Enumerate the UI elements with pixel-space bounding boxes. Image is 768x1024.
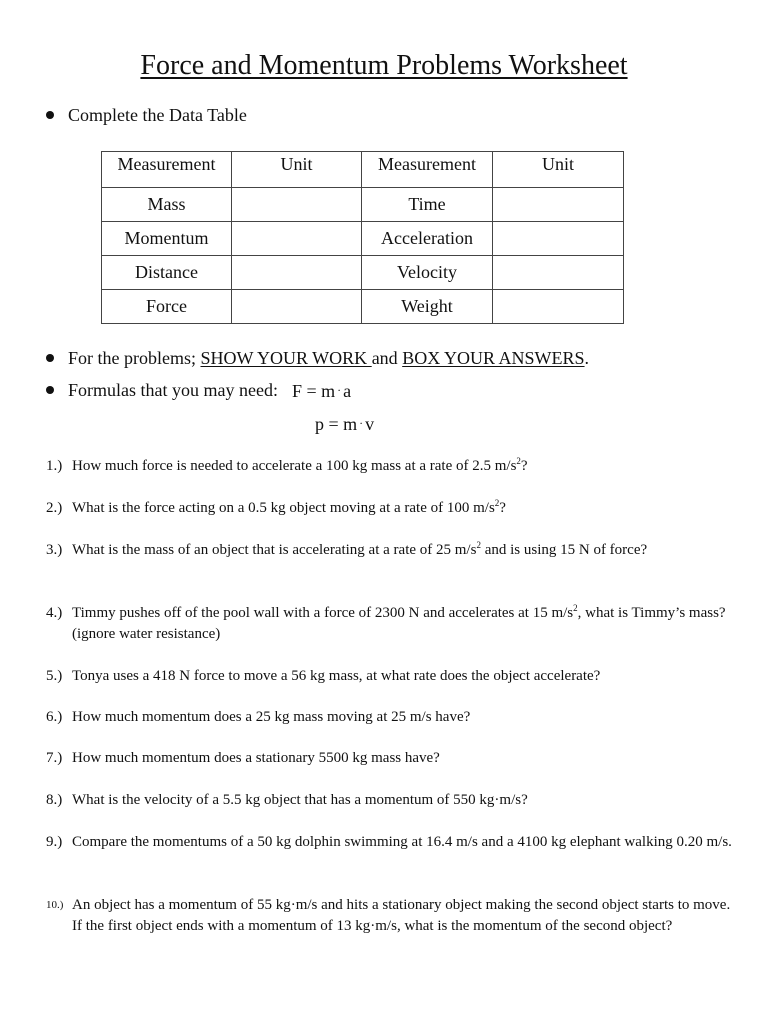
force-formula — [292, 379, 351, 402]
measurement-cell: Force — [102, 290, 232, 324]
table-header-row — [102, 152, 624, 188]
table-row — [102, 256, 624, 290]
question-text-part: ? — [520, 458, 528, 474]
question-9 — [46, 832, 736, 853]
instructions-prefix: For the problems; — [68, 348, 201, 368]
question-number: 5.) — [46, 668, 63, 684]
bullet-dot-icon — [46, 354, 54, 362]
unit-answer-cell[interactable] — [493, 290, 624, 324]
question-text-part: Timmy pushes off of the pool wall with a force of 2300 N and accelerates at 15 m/s — [72, 605, 574, 621]
instructions-and: and — [371, 348, 403, 368]
unit-answer-cell[interactable] — [493, 188, 624, 222]
force-formula-right: a — [343, 381, 352, 401]
measurement-cell: Mass — [102, 188, 232, 222]
question-text-part: and is using 15 N of force? — [480, 542, 648, 558]
unit-answer-cell[interactable] — [232, 222, 362, 256]
question-text: An object has a momentum of 55 kg·m/s and hits a stationary object making the second object starts to move. If the first object ends with a momentum of 13 kg·m/s, what is the momentum of the second object? — [72, 897, 731, 934]
question-text: Compare the momentums of a 50 kg dolphin swimming at 16.4 m/s and a 4100 kg elephant walking 0.20 m/s. — [72, 834, 732, 850]
box-answers-text: BOX YOUR ANSWERS — [402, 348, 585, 368]
header-measurement-2: Measurement — [362, 152, 493, 188]
table-row — [102, 222, 624, 256]
instructions-period: . — [584, 348, 590, 368]
superscript: 2 — [494, 498, 500, 508]
unit-answer-cell[interactable] — [232, 256, 362, 290]
question-text: How much momentum does a 25 kg mass moving at 25 m/s have? — [72, 709, 471, 725]
measurement-cell: Distance — [102, 256, 232, 290]
bullet-dot-icon — [46, 111, 54, 119]
formulas-label: Formulas that you may need: — [68, 380, 278, 400]
header-unit-1: Unit — [232, 152, 362, 188]
question-1 — [46, 456, 736, 477]
table-row — [102, 188, 624, 222]
show-work-text: SHOW YOUR WORK — [200, 348, 372, 368]
question-number: 4.) — [46, 605, 63, 621]
question-text — [72, 540, 736, 561]
question-text — [72, 603, 736, 645]
superscript: 2 — [573, 603, 578, 613]
force-formula-left: F = m — [291, 381, 336, 401]
question-7 — [46, 748, 736, 769]
question-2 — [46, 498, 736, 519]
question-text-part: How much force is needed to accelerate a 100 kg mass at a rate of 2.5 m/s — [72, 458, 517, 474]
measurement-cell: Acceleration — [362, 222, 493, 256]
unit-answer-cell[interactable] — [493, 222, 624, 256]
question-text-part: What is the mass of an object that is accelerating at a rate of 25 m/s — [72, 542, 477, 558]
question-6 — [46, 707, 736, 728]
question-text: What is the velocity of a 5.5 kg object that has a momentum of 550 kg·m/s? — [72, 792, 528, 808]
unit-answer-cell[interactable] — [232, 290, 362, 324]
measurement-cell: Momentum — [102, 222, 232, 256]
multiply-dot: · — [337, 383, 342, 397]
question-text: Tonya uses a 418 N force to move a 56 kg mass, at what rate does the object accelerate? — [72, 668, 601, 684]
measurement-cell: Weight — [362, 290, 493, 324]
question-4 — [46, 603, 736, 645]
question-number: 6.) — [46, 709, 63, 725]
table-row — [102, 290, 624, 324]
question-text: How much momentum does a stationary 5500 kg mass have? — [72, 750, 440, 766]
question-text-part: ? — [499, 500, 506, 516]
measurement-cell: Velocity — [362, 256, 493, 290]
bullet-formulas — [46, 379, 351, 402]
unit-answer-cell[interactable] — [232, 188, 362, 222]
question-text-part: What is the force acting on a 0.5 kg object moving at a rate of 100 m/s — [72, 500, 495, 516]
question-number: 10.) — [46, 899, 64, 911]
question-number: 8.) — [46, 792, 63, 808]
question-number: 9.) — [46, 834, 63, 850]
question-number: 1.) — [46, 458, 63, 474]
question-8 — [46, 790, 736, 811]
page-title: Force and Momentum Problems Worksheet — [140, 50, 628, 81]
bullet-complete-table — [46, 104, 247, 126]
superscript: 2 — [476, 540, 481, 550]
question-text — [72, 456, 736, 477]
momentum-formula-left: p = m — [315, 414, 358, 434]
multiply-dot: · — [359, 416, 364, 430]
unit-answer-cell[interactable] — [493, 256, 624, 290]
momentum-formula-right: v — [365, 414, 375, 434]
superscript: 2 — [516, 456, 521, 466]
header-unit-2: Unit — [493, 152, 624, 188]
header-measurement-1: Measurement — [102, 152, 232, 188]
question-text — [72, 498, 736, 519]
question-number: 3.) — [46, 542, 63, 558]
bullet-instructions — [46, 347, 589, 369]
question-number: 2.) — [46, 500, 63, 516]
instructions-text — [68, 347, 589, 369]
question-10 — [46, 895, 736, 937]
bullet-dot-icon — [46, 386, 54, 394]
data-table — [101, 151, 624, 324]
momentum-formula — [315, 412, 374, 435]
question-text-part: , what is Timmy’s mass? (ignore water resistance) — [72, 605, 726, 642]
bullet-text: Complete the Data Table — [68, 105, 247, 125]
question-number: 7.) — [46, 750, 63, 766]
measurement-cell: Time — [362, 188, 493, 222]
question-3 — [46, 540, 736, 561]
question-5 — [46, 666, 736, 687]
